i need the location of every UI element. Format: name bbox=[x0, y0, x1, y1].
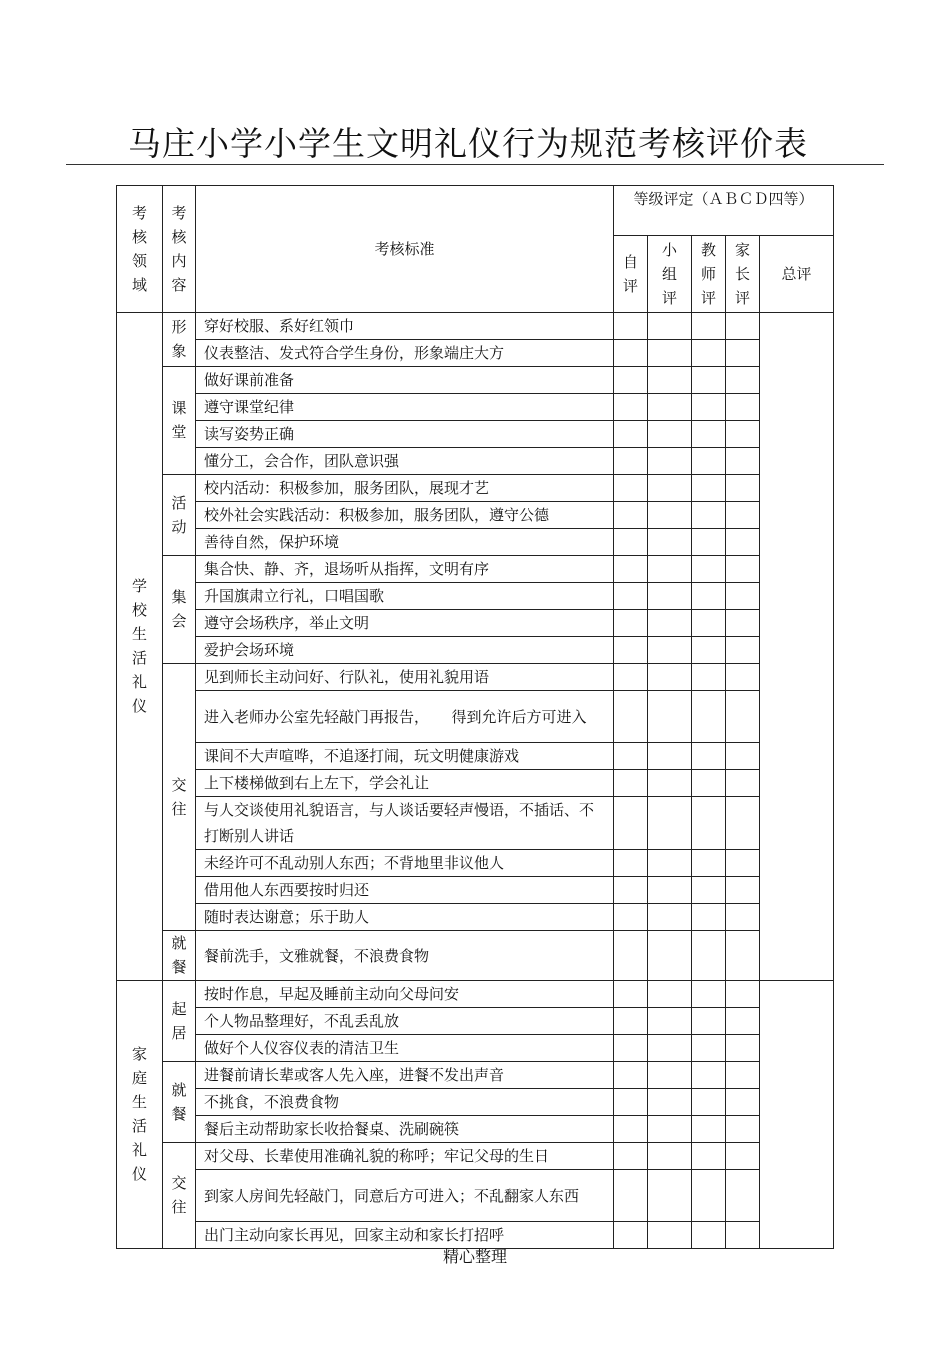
group-cell[interactable] bbox=[648, 502, 692, 529]
parent-cell[interactable] bbox=[726, 797, 760, 850]
parent-cell[interactable] bbox=[726, 475, 760, 502]
header-standard: 考核标准 bbox=[196, 186, 614, 313]
teacher-cell[interactable] bbox=[692, 610, 726, 637]
standard-row: 遵守会场秩序，举止文明 bbox=[196, 610, 614, 637]
group-cell[interactable] bbox=[648, 770, 692, 797]
teacher-cell[interactable] bbox=[692, 583, 726, 610]
evaluation-table bbox=[116, 185, 834, 1249]
group-cell[interactable] bbox=[648, 313, 692, 340]
teacher-cell[interactable] bbox=[692, 367, 726, 394]
self-cell[interactable] bbox=[614, 1089, 648, 1116]
standard-row: 餐后主动帮助家长收拾餐桌、洗刷碗筷 bbox=[196, 1116, 614, 1143]
teacher-cell[interactable] bbox=[692, 797, 726, 850]
page-title: 马庄小学小学生文明礼仪行为规范考核评价表 bbox=[128, 124, 808, 163]
teacher-cell[interactable] bbox=[692, 448, 726, 475]
self-cell[interactable] bbox=[614, 691, 648, 743]
domain-home: 家庭生活礼仪 bbox=[117, 981, 163, 1249]
parent-cell[interactable] bbox=[726, 1089, 760, 1116]
teacher-cell[interactable] bbox=[692, 691, 726, 743]
teacher-cell[interactable] bbox=[692, 877, 726, 904]
standard-row: 进入老师办公室先轻敲门再报告， 得到允许后方可进入 bbox=[196, 691, 614, 743]
teacher-cell[interactable] bbox=[692, 1008, 726, 1035]
group-cell[interactable] bbox=[648, 637, 692, 664]
header-content: 考核内容 bbox=[163, 186, 196, 313]
parent-cell[interactable] bbox=[726, 421, 760, 448]
teacher-cell[interactable] bbox=[692, 340, 726, 367]
category-qiju: 起居 bbox=[163, 981, 196, 1062]
standard-row: 善待自然，保护环境 bbox=[196, 529, 614, 556]
domain-school: 学校生活礼仪 bbox=[117, 313, 163, 981]
parent-cell[interactable] bbox=[726, 583, 760, 610]
teacher-cell[interactable] bbox=[692, 664, 726, 691]
self-cell[interactable] bbox=[614, 797, 648, 850]
group-cell[interactable] bbox=[648, 877, 692, 904]
category-jiucan: 就餐 bbox=[163, 931, 196, 981]
teacher-cell[interactable] bbox=[692, 637, 726, 664]
group-cell[interactable] bbox=[648, 340, 692, 367]
parent-cell[interactable] bbox=[726, 1143, 760, 1170]
self-cell[interactable] bbox=[614, 1116, 648, 1143]
header-domain: 考核领域 bbox=[117, 186, 163, 313]
self-cell[interactable] bbox=[614, 502, 648, 529]
parent-cell[interactable] bbox=[726, 340, 760, 367]
teacher-cell[interactable] bbox=[692, 931, 726, 981]
self-cell[interactable] bbox=[614, 1035, 648, 1062]
self-cell[interactable] bbox=[614, 850, 648, 877]
category-xingxiang: 形象 bbox=[163, 313, 196, 367]
teacher-cell[interactable] bbox=[692, 394, 726, 421]
group-cell[interactable] bbox=[648, 1116, 692, 1143]
standard-row: 进餐前请长辈或客人先入座，进餐不发出声音 bbox=[196, 1062, 614, 1089]
category-jiaowang: 交往 bbox=[163, 664, 196, 931]
teacher-cell[interactable] bbox=[692, 1170, 726, 1222]
teacher-cell[interactable] bbox=[692, 1116, 726, 1143]
standard-row: 懂分工，会合作，团队意识强 bbox=[196, 448, 614, 475]
self-cell[interactable] bbox=[614, 637, 648, 664]
parent-cell[interactable] bbox=[726, 904, 760, 931]
standard-row: 见到师长主动问好、行队礼，使用礼貌用语 bbox=[196, 664, 614, 691]
standard-row: 做好课前准备 bbox=[196, 367, 614, 394]
teacher-cell[interactable] bbox=[692, 743, 726, 770]
group-cell[interactable] bbox=[648, 421, 692, 448]
standard-row: 遵守课堂纪律 bbox=[196, 394, 614, 421]
parent-cell[interactable] bbox=[726, 691, 760, 743]
self-cell[interactable] bbox=[614, 313, 648, 340]
standard-row: 穿好校服、系好红领巾 bbox=[196, 313, 614, 340]
teacher-cell[interactable] bbox=[692, 904, 726, 931]
footer-note: 精心整理 bbox=[442, 1247, 507, 1266]
self-cell[interactable] bbox=[614, 743, 648, 770]
title-divider bbox=[66, 164, 884, 165]
teacher-cell[interactable] bbox=[692, 1143, 726, 1170]
parent-cell[interactable] bbox=[726, 1062, 760, 1089]
standard-row: 不挑食，不浪费食物 bbox=[196, 1089, 614, 1116]
self-cell[interactable] bbox=[614, 475, 648, 502]
group-cell[interactable] bbox=[648, 1035, 692, 1062]
parent-cell[interactable] bbox=[726, 637, 760, 664]
group-cell[interactable] bbox=[648, 691, 692, 743]
group-cell[interactable] bbox=[648, 1170, 692, 1222]
self-cell[interactable] bbox=[614, 1170, 648, 1222]
teacher-cell[interactable] bbox=[692, 770, 726, 797]
parent-cell[interactable] bbox=[726, 664, 760, 691]
standard-row: 到家人房间先轻敲门，同意后方可进入；不乱翻家人东西 bbox=[196, 1170, 614, 1222]
teacher-cell[interactable] bbox=[692, 421, 726, 448]
teacher-cell[interactable] bbox=[692, 529, 726, 556]
teacher-cell[interactable] bbox=[692, 556, 726, 583]
group-cell[interactable] bbox=[648, 904, 692, 931]
header-grade: 等级评定（ＡＢＣＤ四等） bbox=[614, 186, 834, 236]
parent-cell[interactable] bbox=[726, 743, 760, 770]
self-cell[interactable] bbox=[614, 421, 648, 448]
group-cell[interactable] bbox=[648, 583, 692, 610]
group-cell[interactable] bbox=[648, 931, 692, 981]
parent-cell[interactable] bbox=[726, 556, 760, 583]
group-cell[interactable] bbox=[648, 610, 692, 637]
category-ketang: 课堂 bbox=[163, 367, 196, 475]
standard-row: 仪表整洁、发式符合学生身份，形象端庄大方 bbox=[196, 340, 614, 367]
teacher-cell[interactable] bbox=[692, 502, 726, 529]
parent-cell[interactable] bbox=[726, 850, 760, 877]
self-cell[interactable] bbox=[614, 1143, 648, 1170]
group-cell[interactable] bbox=[648, 529, 692, 556]
group-cell[interactable] bbox=[648, 1143, 692, 1170]
parent-cell[interactable] bbox=[726, 931, 760, 981]
standard-row: 个人物品整理好，不乱丢乱放 bbox=[196, 1008, 614, 1035]
standard-row: 未经许可不乱动别人东西；不背地里非议他人 bbox=[196, 850, 614, 877]
teacher-cell[interactable] bbox=[692, 1089, 726, 1116]
parent-cell[interactable] bbox=[726, 529, 760, 556]
group-cell[interactable] bbox=[648, 1008, 692, 1035]
parent-cell[interactable] bbox=[726, 1008, 760, 1035]
standard-row: 升国旗肃立行礼，口唱国歌 bbox=[196, 583, 614, 610]
header-parent: 家长评 bbox=[726, 236, 760, 313]
total-cell-home[interactable] bbox=[760, 981, 834, 1249]
standard-row: 上下楼梯做到右上左下，学会礼让 bbox=[196, 770, 614, 797]
standard-row: 课间不大声喧哗，不追逐打闹，玩文明健康游戏 bbox=[196, 743, 614, 770]
header-teacher: 教师评 bbox=[692, 236, 726, 313]
standard-row: 做好个人仪容仪表的清洁卫生 bbox=[196, 1035, 614, 1062]
self-cell[interactable] bbox=[614, 981, 648, 1008]
category-huodong: 活动 bbox=[163, 475, 196, 556]
self-cell[interactable] bbox=[614, 1062, 648, 1089]
standard-row: 对父母、长辈使用准确礼貌的称呼；牢记父母的生日 bbox=[196, 1143, 614, 1170]
parent-cell[interactable] bbox=[726, 1170, 760, 1222]
parent-cell[interactable] bbox=[726, 313, 760, 340]
standard-row: 餐前洗手，文雅就餐，不浪费食物 bbox=[196, 931, 614, 981]
standard-row: 与人交谈使用礼貌语言，与人谈话要轻声慢语，不插话、不打断别人讲话 bbox=[196, 797, 614, 850]
self-cell[interactable] bbox=[614, 664, 648, 691]
parent-cell[interactable] bbox=[726, 610, 760, 637]
group-cell[interactable] bbox=[648, 664, 692, 691]
group-cell[interactable] bbox=[648, 394, 692, 421]
self-cell[interactable] bbox=[614, 610, 648, 637]
parent-cell[interactable] bbox=[726, 502, 760, 529]
group-cell[interactable] bbox=[648, 556, 692, 583]
teacher-cell[interactable] bbox=[692, 981, 726, 1008]
self-cell[interactable] bbox=[614, 529, 648, 556]
self-cell[interactable] bbox=[614, 904, 648, 931]
standard-row: 出门主动向家长再见，回家主动和家长打招呼 bbox=[196, 1222, 614, 1249]
parent-cell[interactable] bbox=[726, 877, 760, 904]
self-cell[interactable] bbox=[614, 583, 648, 610]
parent-cell[interactable] bbox=[726, 448, 760, 475]
group-cell[interactable] bbox=[648, 367, 692, 394]
teacher-cell[interactable] bbox=[692, 475, 726, 502]
standard-row: 校内活动：积极参加，服务团队，展现才艺 bbox=[196, 475, 614, 502]
total-cell-school[interactable] bbox=[760, 313, 834, 981]
group-cell[interactable] bbox=[648, 448, 692, 475]
self-cell[interactable] bbox=[614, 770, 648, 797]
teacher-cell[interactable] bbox=[692, 313, 726, 340]
group-cell[interactable] bbox=[648, 850, 692, 877]
standard-row: 集合快、静、齐，退场听从指挥，文明有序 bbox=[196, 556, 614, 583]
teacher-cell[interactable] bbox=[692, 1035, 726, 1062]
parent-cell[interactable] bbox=[726, 770, 760, 797]
group-cell[interactable] bbox=[648, 1089, 692, 1116]
self-cell[interactable] bbox=[614, 394, 648, 421]
header-self: 自评 bbox=[614, 236, 648, 313]
group-cell[interactable] bbox=[648, 475, 692, 502]
group-cell[interactable] bbox=[648, 981, 692, 1008]
standard-row: 读写姿势正确 bbox=[196, 421, 614, 448]
category-jiaowang-home: 交往 bbox=[163, 1143, 196, 1249]
group-cell[interactable] bbox=[648, 1062, 692, 1089]
parent-cell[interactable] bbox=[726, 367, 760, 394]
self-cell[interactable] bbox=[614, 556, 648, 583]
category-jiucan-home: 就餐 bbox=[163, 1062, 196, 1143]
standard-row: 爱护会场环境 bbox=[196, 637, 614, 664]
self-cell[interactable] bbox=[614, 367, 648, 394]
group-cell[interactable] bbox=[648, 797, 692, 850]
standard-row: 随时表达谢意；乐于助人 bbox=[196, 904, 614, 931]
header-group: 小组评 bbox=[648, 236, 692, 313]
parent-cell[interactable] bbox=[726, 1035, 760, 1062]
standard-row: 按时作息，早起及睡前主动向父母问安 bbox=[196, 981, 614, 1008]
category-jihui: 集会 bbox=[163, 556, 196, 664]
group-cell[interactable] bbox=[648, 743, 692, 770]
standard-row: 借用他人东西要按时归还 bbox=[196, 877, 614, 904]
header-total: 总评 bbox=[760, 236, 834, 313]
self-cell[interactable] bbox=[614, 448, 648, 475]
self-cell[interactable] bbox=[614, 931, 648, 981]
self-cell[interactable] bbox=[614, 877, 648, 904]
teacher-cell[interactable] bbox=[692, 1062, 726, 1089]
teacher-cell[interactable] bbox=[692, 850, 726, 877]
parent-cell[interactable] bbox=[726, 394, 760, 421]
standard-row: 校外社会实践活动：积极参加，服务团队，遵守公德 bbox=[196, 502, 614, 529]
parent-cell[interactable] bbox=[726, 1116, 760, 1143]
self-cell[interactable] bbox=[614, 1008, 648, 1035]
self-cell[interactable] bbox=[614, 340, 648, 367]
parent-cell[interactable] bbox=[726, 981, 760, 1008]
